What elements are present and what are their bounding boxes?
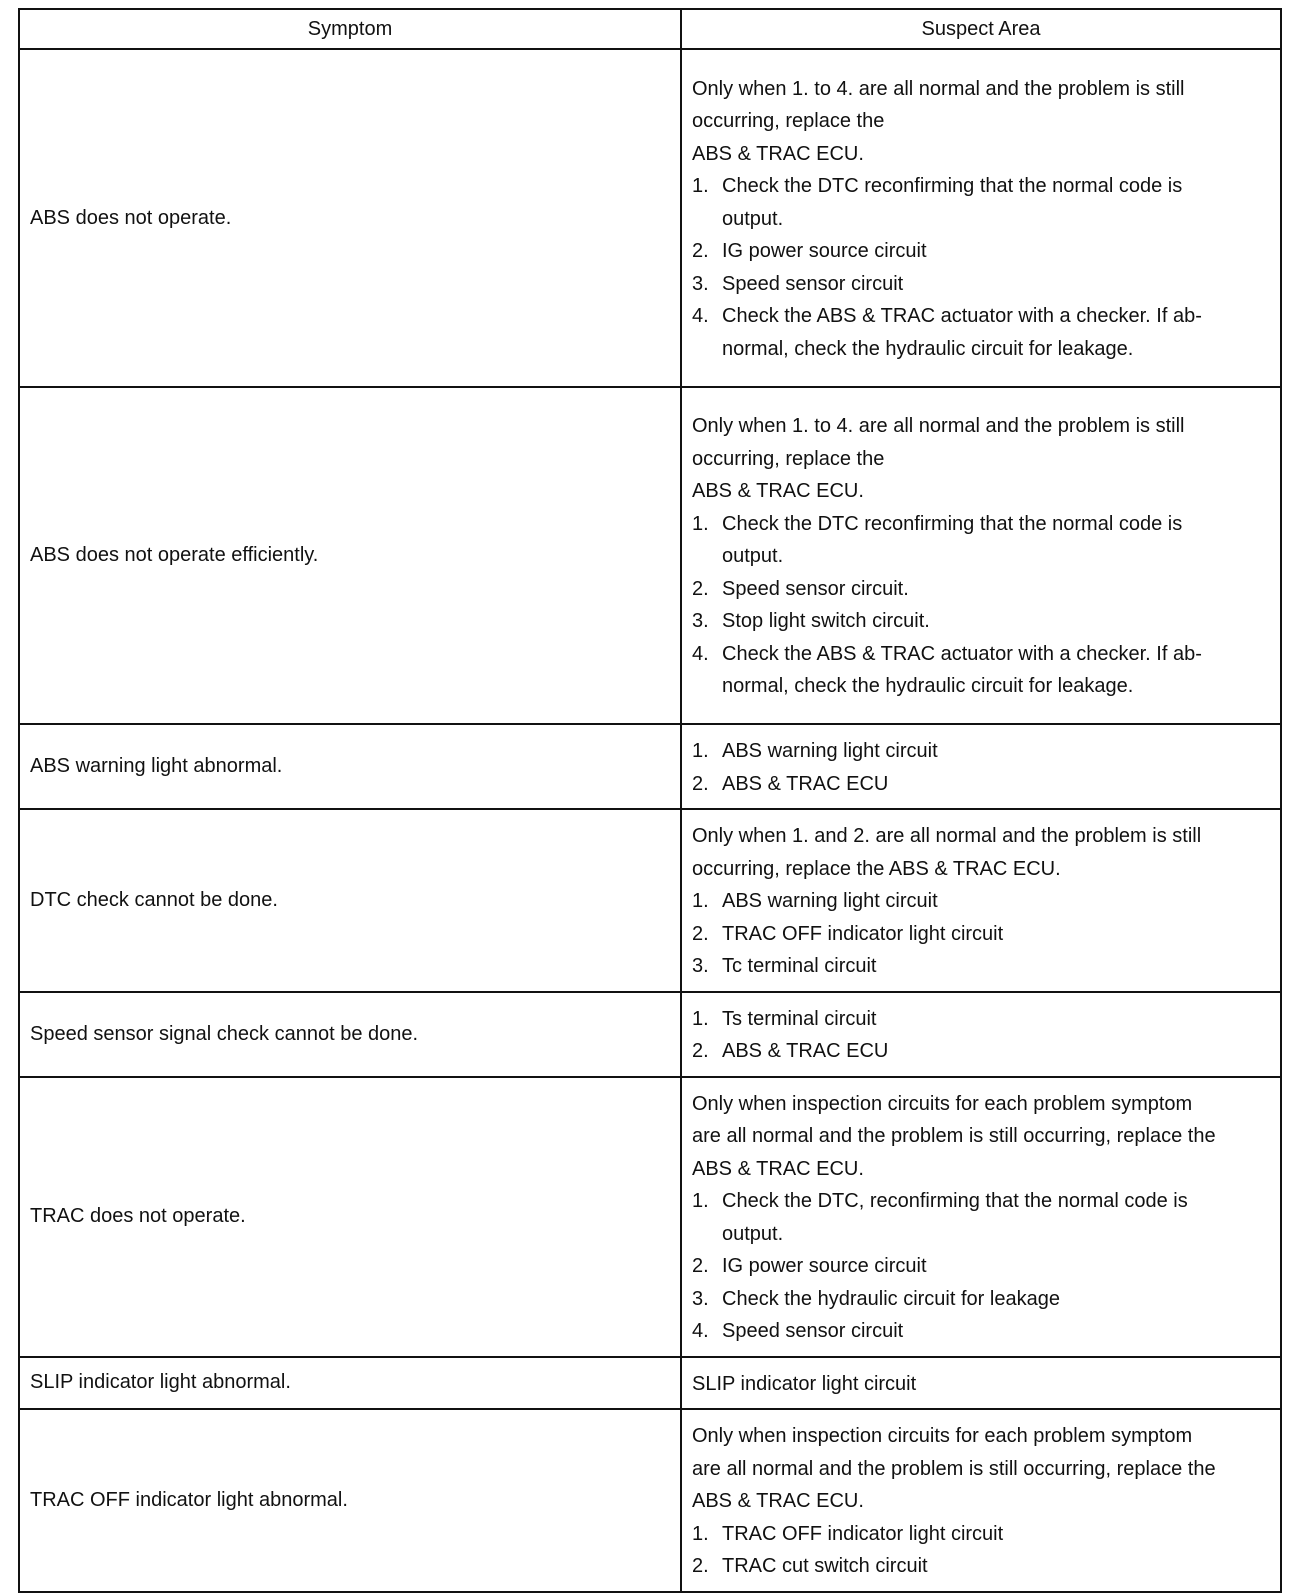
list-item: [692, 885, 1272, 918]
suspect-area-note: occurring, replace the: [692, 447, 885, 470]
list-item: [692, 268, 1272, 301]
suspect-area-cell: [681, 1357, 1281, 1410]
item-number: 1.: [692, 1007, 709, 1030]
symptom-cell: TRAC does not operate.: [19, 1077, 681, 1357]
list-item: [692, 170, 1272, 235]
suspect-area-list: [692, 170, 1272, 365]
item-text-line: IG power source circuit: [722, 240, 927, 263]
table-row: [19, 992, 1281, 1077]
list-item: [692, 1550, 1272, 1583]
item-text: [722, 573, 1272, 606]
item-text: [722, 735, 1272, 768]
list-item: [692, 300, 1272, 365]
item-number: 1.: [692, 1190, 709, 1212]
item-text-line: Check the ABS & TRAC actuator with a checker. If ab-: [722, 305, 1202, 328]
table-row: [19, 49, 1281, 387]
item-text: [722, 1315, 1272, 1348]
table-row: [19, 724, 1281, 809]
item-text-line: Check the DTC, reconfirming that the normal code is: [722, 1190, 1188, 1212]
table-row: [19, 1077, 1281, 1357]
item-text: [722, 1185, 1272, 1250]
table-body: [19, 49, 1281, 1592]
suspect-area-list: [692, 885, 1272, 983]
symptom-cell: Speed sensor signal check cannot be done.: [19, 992, 681, 1077]
list-item: [692, 235, 1272, 268]
list-item: [692, 1035, 1272, 1068]
item-text: [722, 508, 1272, 573]
suspect-area-list: [692, 1003, 1272, 1068]
item-text-line: Speed sensor circuit: [722, 272, 904, 295]
suspect-area-note: Only when inspection circuits for each problem symptom: [692, 1092, 1193, 1115]
symptom-cell: TRAC OFF indicator light abnormal.: [19, 1409, 681, 1592]
list-item: [692, 735, 1272, 768]
item-text-line: Ts terminal circuit: [722, 1007, 877, 1030]
item-number: 2.: [692, 1555, 709, 1577]
suspect-area-note: ABS & TRAC ECU.: [692, 1490, 864, 1512]
item-number: 4.: [692, 642, 709, 665]
suspect-area-cell: [681, 49, 1281, 387]
item-text-line: TRAC OFF indicator light circuit: [722, 1522, 1004, 1545]
item-text-line: output.: [722, 545, 784, 568]
list-item: [692, 950, 1272, 983]
item-text-line: TRAC OFF indicator light circuit: [722, 922, 1004, 945]
item-text-line: ABS & TRAC ECU: [722, 1040, 889, 1062]
list-item: [692, 1185, 1272, 1250]
item-text-line: output.: [722, 1222, 784, 1245]
list-item: [692, 1518, 1272, 1551]
suspect-area-note: Only when 1. to 4. are all normal and the problem is still: [692, 415, 1185, 438]
troubleshooting-table: [18, 8, 1282, 1593]
item-text: [722, 268, 1272, 301]
suspect-area-note: are all normal and the problem is still occurring, replace the: [692, 1125, 1216, 1147]
item-text: [722, 170, 1272, 235]
item-text-line: IG power source circuit: [722, 1255, 927, 1277]
list-item: [692, 573, 1272, 606]
suspect-area-note: ABS & TRAC ECU.: [692, 142, 864, 165]
suspect-area-cell: [681, 1409, 1281, 1592]
suspect-area-note: are all normal and the problem is still occurring, replace the: [692, 1457, 1216, 1480]
item-text-line: normal, check the hydraulic circuit for leakage.: [722, 675, 1134, 698]
item-text-line: normal, check the hydraulic circuit for leakage.: [722, 337, 1134, 360]
symptom-cell: ABS does not operate efficiently.: [19, 387, 681, 724]
item-text-line: ABS warning light circuit: [722, 740, 938, 762]
item-text: [722, 1035, 1272, 1068]
symptom-cell: ABS warning light abnormal.: [19, 724, 681, 809]
list-item: [692, 918, 1272, 951]
item-text-line: Speed sensor circuit: [722, 1320, 904, 1342]
item-number: 1.: [692, 740, 709, 762]
suspect-area-note: occurring, replace the: [692, 110, 885, 133]
item-text: [722, 1518, 1272, 1551]
list-item: [692, 638, 1272, 703]
suspect-area-list: [692, 1518, 1272, 1583]
item-text: [722, 605, 1272, 638]
item-number: 3.: [692, 610, 709, 633]
suspect-area-cell: [681, 992, 1281, 1077]
item-text-line: Check the ABS & TRAC actuator with a checker. If ab-: [722, 642, 1202, 665]
item-text-line: Stop light switch circuit.: [722, 610, 930, 633]
symptom-cell: DTC check cannot be done.: [19, 809, 681, 992]
item-text: [722, 235, 1272, 268]
suspect-area-list: [692, 735, 1272, 800]
suspect-area-cell: [681, 724, 1281, 809]
header-row: [19, 9, 1281, 49]
suspect-area-note: ABS & TRAC ECU.: [692, 1157, 864, 1180]
suspect-area-note: Only when inspection circuits for each problem symptom: [692, 1425, 1193, 1447]
list-item: [692, 1250, 1272, 1283]
table-row: [19, 809, 1281, 992]
item-number: 1.: [692, 512, 709, 535]
item-text: [722, 768, 1272, 801]
item-text: [722, 885, 1272, 918]
item-text-line: Check the DTC reconfirming that the normal code is: [722, 175, 1183, 198]
item-number: 3.: [692, 1287, 709, 1310]
item-text-line: Speed sensor circuit.: [722, 577, 909, 600]
suspect-area-note: ABS & TRAC ECU.: [692, 480, 864, 503]
symptom-cell: ABS does not operate.: [19, 49, 681, 387]
item-number: 2.: [692, 1040, 709, 1062]
item-text-line: ABS & TRAC ECU: [722, 772, 889, 795]
table-row: [19, 1357, 1281, 1410]
item-number: 3.: [692, 272, 709, 295]
item-text: [722, 918, 1272, 951]
list-item: [692, 508, 1272, 573]
list-item: [692, 1283, 1272, 1316]
suspect-area-cell: [681, 387, 1281, 724]
item-number: 1.: [692, 175, 709, 198]
suspect-area-cell: [681, 1077, 1281, 1357]
item-number: 3.: [692, 955, 709, 977]
suspect-area-note: Only when 1. and 2. are all normal and the problem is still: [692, 825, 1202, 847]
item-text-line: TRAC cut switch circuit: [722, 1555, 928, 1577]
symptom-header: Symptom: [19, 9, 681, 49]
item-number: 2.: [692, 922, 709, 945]
list-item: [692, 605, 1272, 638]
suspect-area-list: [692, 1185, 1272, 1348]
item-text: [722, 638, 1272, 703]
list-item: [692, 1315, 1272, 1348]
item-text-line: ABS warning light circuit: [722, 890, 938, 912]
suspect-area-cell: [681, 809, 1281, 992]
item-text: [722, 950, 1272, 983]
item-number: 4.: [692, 305, 709, 328]
item-text-line: Tc terminal circuit: [722, 955, 877, 977]
item-text-line: Check the hydraulic circuit for leakage: [722, 1287, 1060, 1310]
suspect-area-note: Only when 1. to 4. are all normal and the problem is still: [692, 77, 1185, 100]
item-number: 2.: [692, 240, 709, 263]
list-item: [692, 768, 1272, 801]
item-text: [722, 300, 1272, 365]
suspect-area-header: Suspect Area: [681, 9, 1281, 49]
table-row: [19, 1409, 1281, 1592]
suspect-area-note: SLIP indicator light circuit: [692, 1372, 917, 1395]
item-number: 2.: [692, 577, 709, 600]
item-number: 1.: [692, 1522, 709, 1545]
item-number: 2.: [692, 1255, 709, 1277]
suspect-area-list: [692, 508, 1272, 703]
item-text: [722, 1250, 1272, 1283]
list-item: [692, 1003, 1272, 1036]
item-number: 1.: [692, 890, 709, 912]
suspect-area-note: occurring, replace the ABS & TRAC ECU.: [692, 857, 1061, 880]
item-number: 4.: [692, 1320, 709, 1342]
item-text-line: output.: [722, 207, 784, 230]
table-row: [19, 387, 1281, 724]
symptom-cell: SLIP indicator light abnormal.: [19, 1357, 681, 1410]
item-number: 2.: [692, 772, 709, 795]
item-text-line: Check the DTC reconfirming that the normal code is: [722, 512, 1183, 535]
item-text: [722, 1003, 1272, 1036]
item-text: [722, 1550, 1272, 1583]
item-text: [722, 1283, 1272, 1316]
